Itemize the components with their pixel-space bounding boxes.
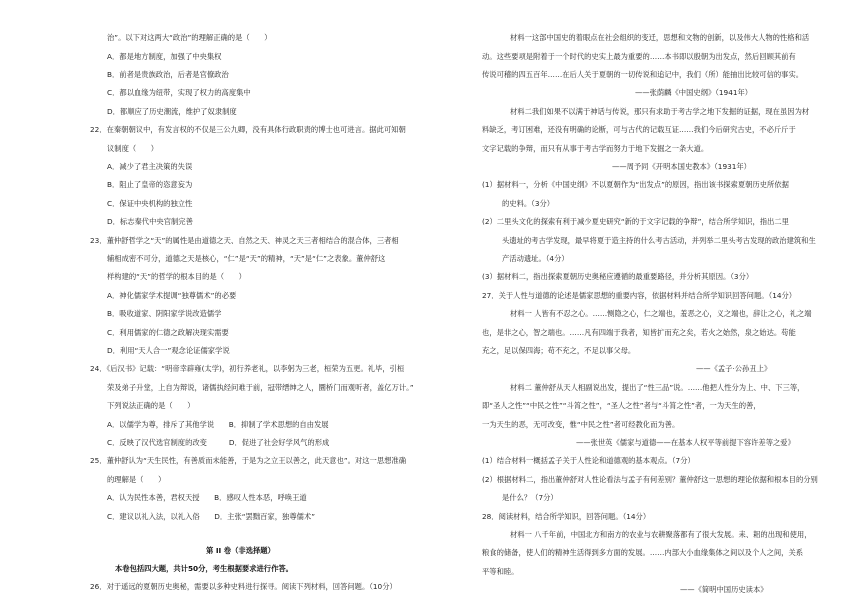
- text-line: 即“圣人之性”“中民之性”“斗筲之性”，“圣人之性”者与“斗筲之性”者，一为天生的善，: [482, 401, 761, 411]
- text-line: D．标志秦代中央官制完善: [107, 217, 193, 227]
- text-line: B．阻止了皇帝的恣意妄为: [107, 180, 193, 190]
- text-line: 第 II 卷（非选择题）: [206, 545, 275, 555]
- text-line: 也，是非之心，智之端也。……凡有四端于我者，知皆扩而充之矣，若火之始然，泉之始达。苟能: [482, 327, 796, 337]
- text-line: 是什么？（7分）: [502, 493, 558, 503]
- text-line: 文字记载的争辩，而只有从事于考古学而努力于地下发掘之一条大道。: [482, 143, 709, 153]
- text-line: C．保证中央机构的独立性: [107, 198, 193, 208]
- text-line: 下列说法正确的是（ ）: [107, 401, 195, 411]
- text-line: 充之，足以保四海；苟不充之，不足以事父母。: [482, 345, 636, 355]
- text-line: 头遗址的考古学发现，最早将夏于造主持的什么考古活动，并列举二里头考古发现的政治建筑和生: [502, 235, 816, 245]
- text-line: (2）根据材料二，指出董仲舒对人性论看法与孟子有何差别？董仲舒这一思想的理论依据和根本目的分别: [482, 474, 818, 484]
- text-line: D．都顺应了历史潮流，维护了奴隶制度: [107, 106, 237, 116]
- text-line: 平等和睦。: [482, 566, 519, 576]
- text-line: 23．董仲舒哲学之“天”的属性是由道德之天、自然之天、神灵之天三者相结合的混合体，三者相: [90, 235, 399, 245]
- text-line: 材料二我们如果不以满于神话与传说，那只有求助于考古学之地下发掘的证据，现在虽因为材: [510, 106, 810, 116]
- text-line: C．反映了汉代选官制度的改变 D．促进了社会好学风气的形成: [107, 437, 330, 447]
- text-line: D．利用“天人合一”观念论证儒家学说: [107, 345, 230, 355]
- text-line: (1）结合材料一概括孟子关于人性论和道德观的基本观点。（7分）: [482, 456, 695, 466]
- text-line: 材料一 八千年前，中国北方和南方的农业与农耕聚落都有了很大发展。耒、耜的出现和使用，: [510, 529, 812, 539]
- text-line: 28．阅读材料，结合所学知识，回答问题。（14分）: [482, 511, 651, 521]
- text-line: A．神化儒家学术提调“独尊儒术”的必要: [107, 290, 237, 300]
- text-line: 议制度（ ）: [107, 143, 159, 153]
- text-line: A．都是地方制度，加强了中央集权: [107, 51, 222, 61]
- text-line: 产活动遗址。（4分）: [502, 253, 569, 263]
- text-line: B．吸收道家、阴阳家学说改造儒学: [107, 309, 222, 319]
- text-line: ——张世英《儒家与道德——在基本人权平等前提下容许差等之爱》: [576, 437, 795, 447]
- text-line: 治”。以下对这两大“政治”的理解正确的是（ ）: [107, 33, 272, 43]
- text-line: 样构建的“天”的哲学的根本目的是（ ）: [107, 272, 246, 282]
- text-line: 24．《后汉书》记载：“明帝幸辟雍(太学)，初行养老礼，以李躬为三老，桓荣为五更。礼毕，引桓: [90, 364, 405, 374]
- text-line: (3）据材料二，指出探索夏朝历史奥秘应遵循的最重要路径，并分析其原因。（3分）: [482, 272, 754, 282]
- text-line: 传说可稽的四五百年……在后人关于夏朝的一切传说和追记中，我们（所）能抽出比较可信的事实。: [482, 69, 804, 79]
- text-line: C．都以血缘为纽带，实现了权力的高度集中: [107, 88, 251, 98]
- text-line: 22．在秦朝朝议中，有发言权的不仅是三公九卿，没有具体行政职责的博士也可进言。据此可知朝: [90, 125, 406, 135]
- text-line: (1）据材料一，分析《中国史纲》不以夏朝作为“出发点”的原因，指出该书探索夏朝历史所依据: [482, 180, 789, 190]
- text-line: 25．董仲舒认为“天生民性，有善质而未能善，于是为之立王以善之，此天意也”。对这一思想准确: [90, 456, 407, 466]
- text-line: A．认为民性本善，君权天授 B．感叹人性本恶，呼唤王道: [107, 493, 307, 503]
- text-line: 的理解是（ ）: [107, 474, 166, 484]
- text-line: A．以儒学为尊，排斥了其他学说 B．抑制了学术思想的自由发展: [107, 419, 329, 429]
- text-line: (2）二里头文化的探索有利于减少夏史研究“新的于文字记载的争辩”，结合所学知识，指出二里: [482, 217, 789, 227]
- text-line: 材料二 董仲舒从天人相副说出发，提出了“性三品”说。……他把人性分为上、中、下三等，: [510, 382, 805, 392]
- text-line: 料缺乏，考订困难，还没有明确的论断，可与古代的记载互证……我们今后研究古史，不必斤斤于: [482, 125, 796, 135]
- text-line: 动。这些要项是附着于一个时代的史实上最为重要的……本书即以殷朝为出发点，然后回顾其前有: [482, 51, 796, 61]
- text-line: 的史料。（3分）: [502, 198, 555, 208]
- text-line: 材料一这部中国史的着眼点在社会组织的变迁，思想和文物的创新，以及伟大人物的性格和活: [510, 33, 810, 43]
- text-line: 一为天生的恶，无可改变，惟“中民之性”者可经教化而为善。: [482, 419, 680, 429]
- text-line: ——《孟子·公孙丑上》: [696, 364, 772, 374]
- text-line: C．利用儒家的仁德之政解决现实需要: [107, 327, 229, 337]
- text-line: B．前者是贵族政治，后者是官僚政治: [107, 69, 229, 79]
- text-line: 27．关于人性与道德的论述是儒家思想的重要内容，依据材料并结合所学知识回答问题。（14分）: [482, 290, 797, 300]
- question-26-line: 26．对于遥远的夏朝历史奥秘，需要以多种史料进行探寻。阅读下列材料，回答问题。（10分）: [90, 582, 397, 592]
- text-line: 本卷包括四大题，共计50分，考生根据要求进行作答。: [115, 563, 293, 573]
- text-line: A．减少了君主决策的失误: [107, 161, 193, 171]
- text-line: ——《简明中国历史读本》: [680, 585, 768, 595]
- text-line: ——周予同《开明本国史教本》（1931年）: [612, 161, 751, 171]
- text-line: 粮食的储备，使人们的精神生活得到多方面的发展。……内部大小血缘集体之间以及个人之间，关系: [482, 548, 804, 558]
- text-line: 荣及弟子升堂，上自为辩说，诸儒执经问难于前，冠带缙绅之人，圜桥门而观听者，盖亿万计。”: [107, 382, 414, 392]
- text-line: 材料一 人皆有不忍之心。……恻隐之心，仁之端也，羞恶之心，义之端也，辞让之心，礼之端: [510, 309, 812, 319]
- text-line: 辅相成密不可分，道德之天是核心，“仁”是“天”的精神，“天”是“仁”之表象。董仲舒这: [107, 253, 386, 263]
- text-line: C．建议以礼入法，以礼入俗 D．主张“罢黜百家，独尊儒术”: [107, 511, 315, 521]
- text-line: ——张荫麟《中国史纲》（1941年）: [635, 88, 753, 98]
